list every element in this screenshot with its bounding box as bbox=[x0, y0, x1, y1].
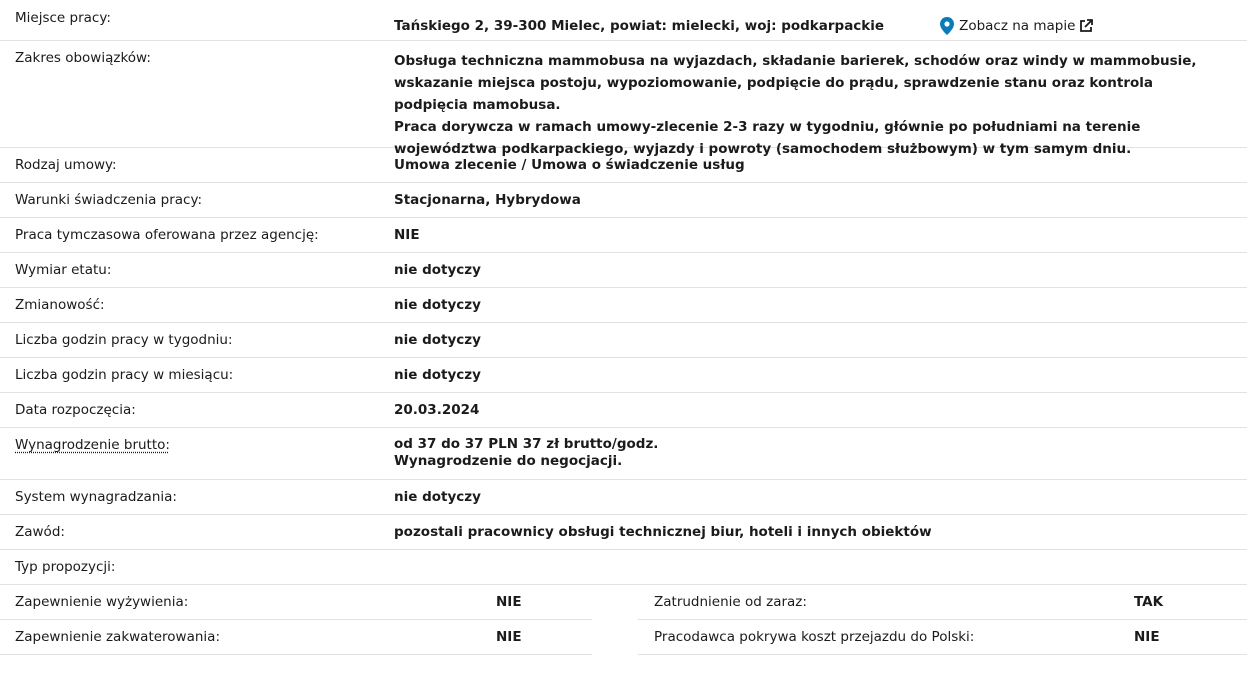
row-contract-type bbox=[0, 148, 1247, 183]
view-on-map-link[interactable] bbox=[940, 15, 1093, 37]
salary-term-tooltip[interactable]: Wynagrodzenie brutto: bbox=[15, 437, 170, 453]
row-shifts bbox=[0, 288, 1247, 323]
proposal-right-column bbox=[638, 585, 1247, 655]
work-place-value bbox=[394, 0, 1247, 40]
view-on-map-label: Zobacz na mapie bbox=[959, 17, 1076, 34]
hours-week-value: nie dotyczy bbox=[394, 332, 481, 348]
work-place-label: Miejsce pracy: bbox=[15, 10, 111, 26]
travel-cost-value: NIE bbox=[1134, 629, 1160, 645]
immediate-employment-label: Zatrudnienie od zaraz: bbox=[654, 594, 807, 610]
map-pin-icon bbox=[940, 17, 954, 35]
occupation-value: pozostali pracownicy obsługi technicznej biur, hoteli i innych obiektów bbox=[394, 524, 932, 540]
fulltime-label: Wymiar etatu: bbox=[15, 262, 112, 278]
pay-system-label: System wynagradzania: bbox=[15, 489, 177, 505]
meals-label: Zapewnienie wyżywienia: bbox=[15, 594, 189, 610]
row-accommodation bbox=[0, 620, 592, 655]
travel-cost-label: Pracodawca pokrywa koszt przejazdu do Polski: bbox=[654, 629, 975, 645]
row-hours-month bbox=[0, 358, 1247, 393]
work-place-address: Tańskiego 2, 39-300 Mielec, powiat: mielecki, woj: podkarpackie bbox=[394, 17, 885, 34]
work-conditions-value: Stacjonarna, Hybrydowa bbox=[394, 192, 581, 208]
duties-paragraph-1: Obsługa techniczna mammobusa na wyjazdach, składanie barierek, schodów oraz windy w mammobusie, wskazanie miejsca postoju, wypoziomowanie, podpięcie do prądu, sprawdzenie stanu oraz kontrola podpięcia mamobusa. bbox=[394, 53, 1197, 113]
work-conditions-label: Warunki świadczenia pracy: bbox=[15, 192, 203, 208]
salary-value bbox=[394, 428, 1247, 470]
start-date-value: 20.03.2024 bbox=[394, 402, 480, 418]
contract-type-value: Umowa zlecenie / Umowa o świadczenie usług bbox=[394, 157, 745, 173]
hours-month-label: Liczba godzin pracy w miesiącu: bbox=[15, 367, 234, 383]
row-fulltime bbox=[0, 253, 1247, 288]
start-date-label: Data rozpoczęcia: bbox=[15, 402, 136, 418]
proposal-type-label: Typ propozycji: bbox=[15, 559, 116, 575]
row-proposal-type bbox=[0, 550, 1247, 585]
row-meals bbox=[0, 585, 592, 620]
duties-label: Zakres obowiązków: bbox=[15, 50, 151, 66]
proposal-details bbox=[0, 585, 1247, 655]
row-travel-cost bbox=[638, 620, 1247, 655]
hours-week-label: Liczba godzin pracy w tygodniu: bbox=[15, 332, 233, 348]
row-work-conditions bbox=[0, 183, 1247, 218]
external-link-icon bbox=[1079, 19, 1093, 33]
duties-paragraph-2: Praca dorywcza w ramach umowy-zlecenie 2-3 razy w tygodniu, głównie po południami na terenie województwa podkarpackiego, wyjazdy i powroty (samochodem służbowym) w tym samym dniu. bbox=[394, 119, 1141, 157]
row-temp-agency bbox=[0, 218, 1247, 253]
contract-type-label: Rodzaj umowy: bbox=[15, 157, 117, 173]
temp-agency-label: Praca tymczasowa oferowana przez agencję: bbox=[15, 227, 319, 243]
accommodation-value: NIE bbox=[496, 629, 522, 645]
row-salary bbox=[0, 428, 1247, 480]
meals-value: NIE bbox=[496, 594, 522, 610]
row-duties bbox=[0, 41, 1247, 157]
salary-negotiable: Wynagrodzenie do negocjacji. bbox=[394, 453, 623, 469]
row-hours-week bbox=[0, 323, 1247, 358]
row-work-place bbox=[0, 0, 1247, 41]
pay-system-value: nie dotyczy bbox=[394, 489, 481, 505]
occupation-label: Zawód: bbox=[15, 524, 65, 540]
immediate-employment-value: TAK bbox=[1134, 594, 1164, 610]
row-pay-system bbox=[0, 480, 1247, 515]
salary-label bbox=[0, 428, 394, 453]
shifts-value: nie dotyczy bbox=[394, 297, 481, 313]
fulltime-value: nie dotyczy bbox=[394, 262, 481, 278]
accommodation-label: Zapewnienie zakwaterowania: bbox=[15, 629, 220, 645]
shifts-label: Zmianowość: bbox=[15, 297, 105, 313]
row-occupation bbox=[0, 515, 1247, 550]
row-start-date bbox=[0, 393, 1247, 428]
hours-month-value: nie dotyczy bbox=[394, 367, 481, 383]
salary-range: od 37 do 37 PLN 37 zł brutto/godz. bbox=[394, 436, 659, 452]
row-immediate-employment bbox=[638, 585, 1247, 620]
proposal-left-column bbox=[0, 585, 592, 655]
temp-agency-value: NIE bbox=[394, 227, 420, 243]
duties-value bbox=[394, 41, 1247, 160]
